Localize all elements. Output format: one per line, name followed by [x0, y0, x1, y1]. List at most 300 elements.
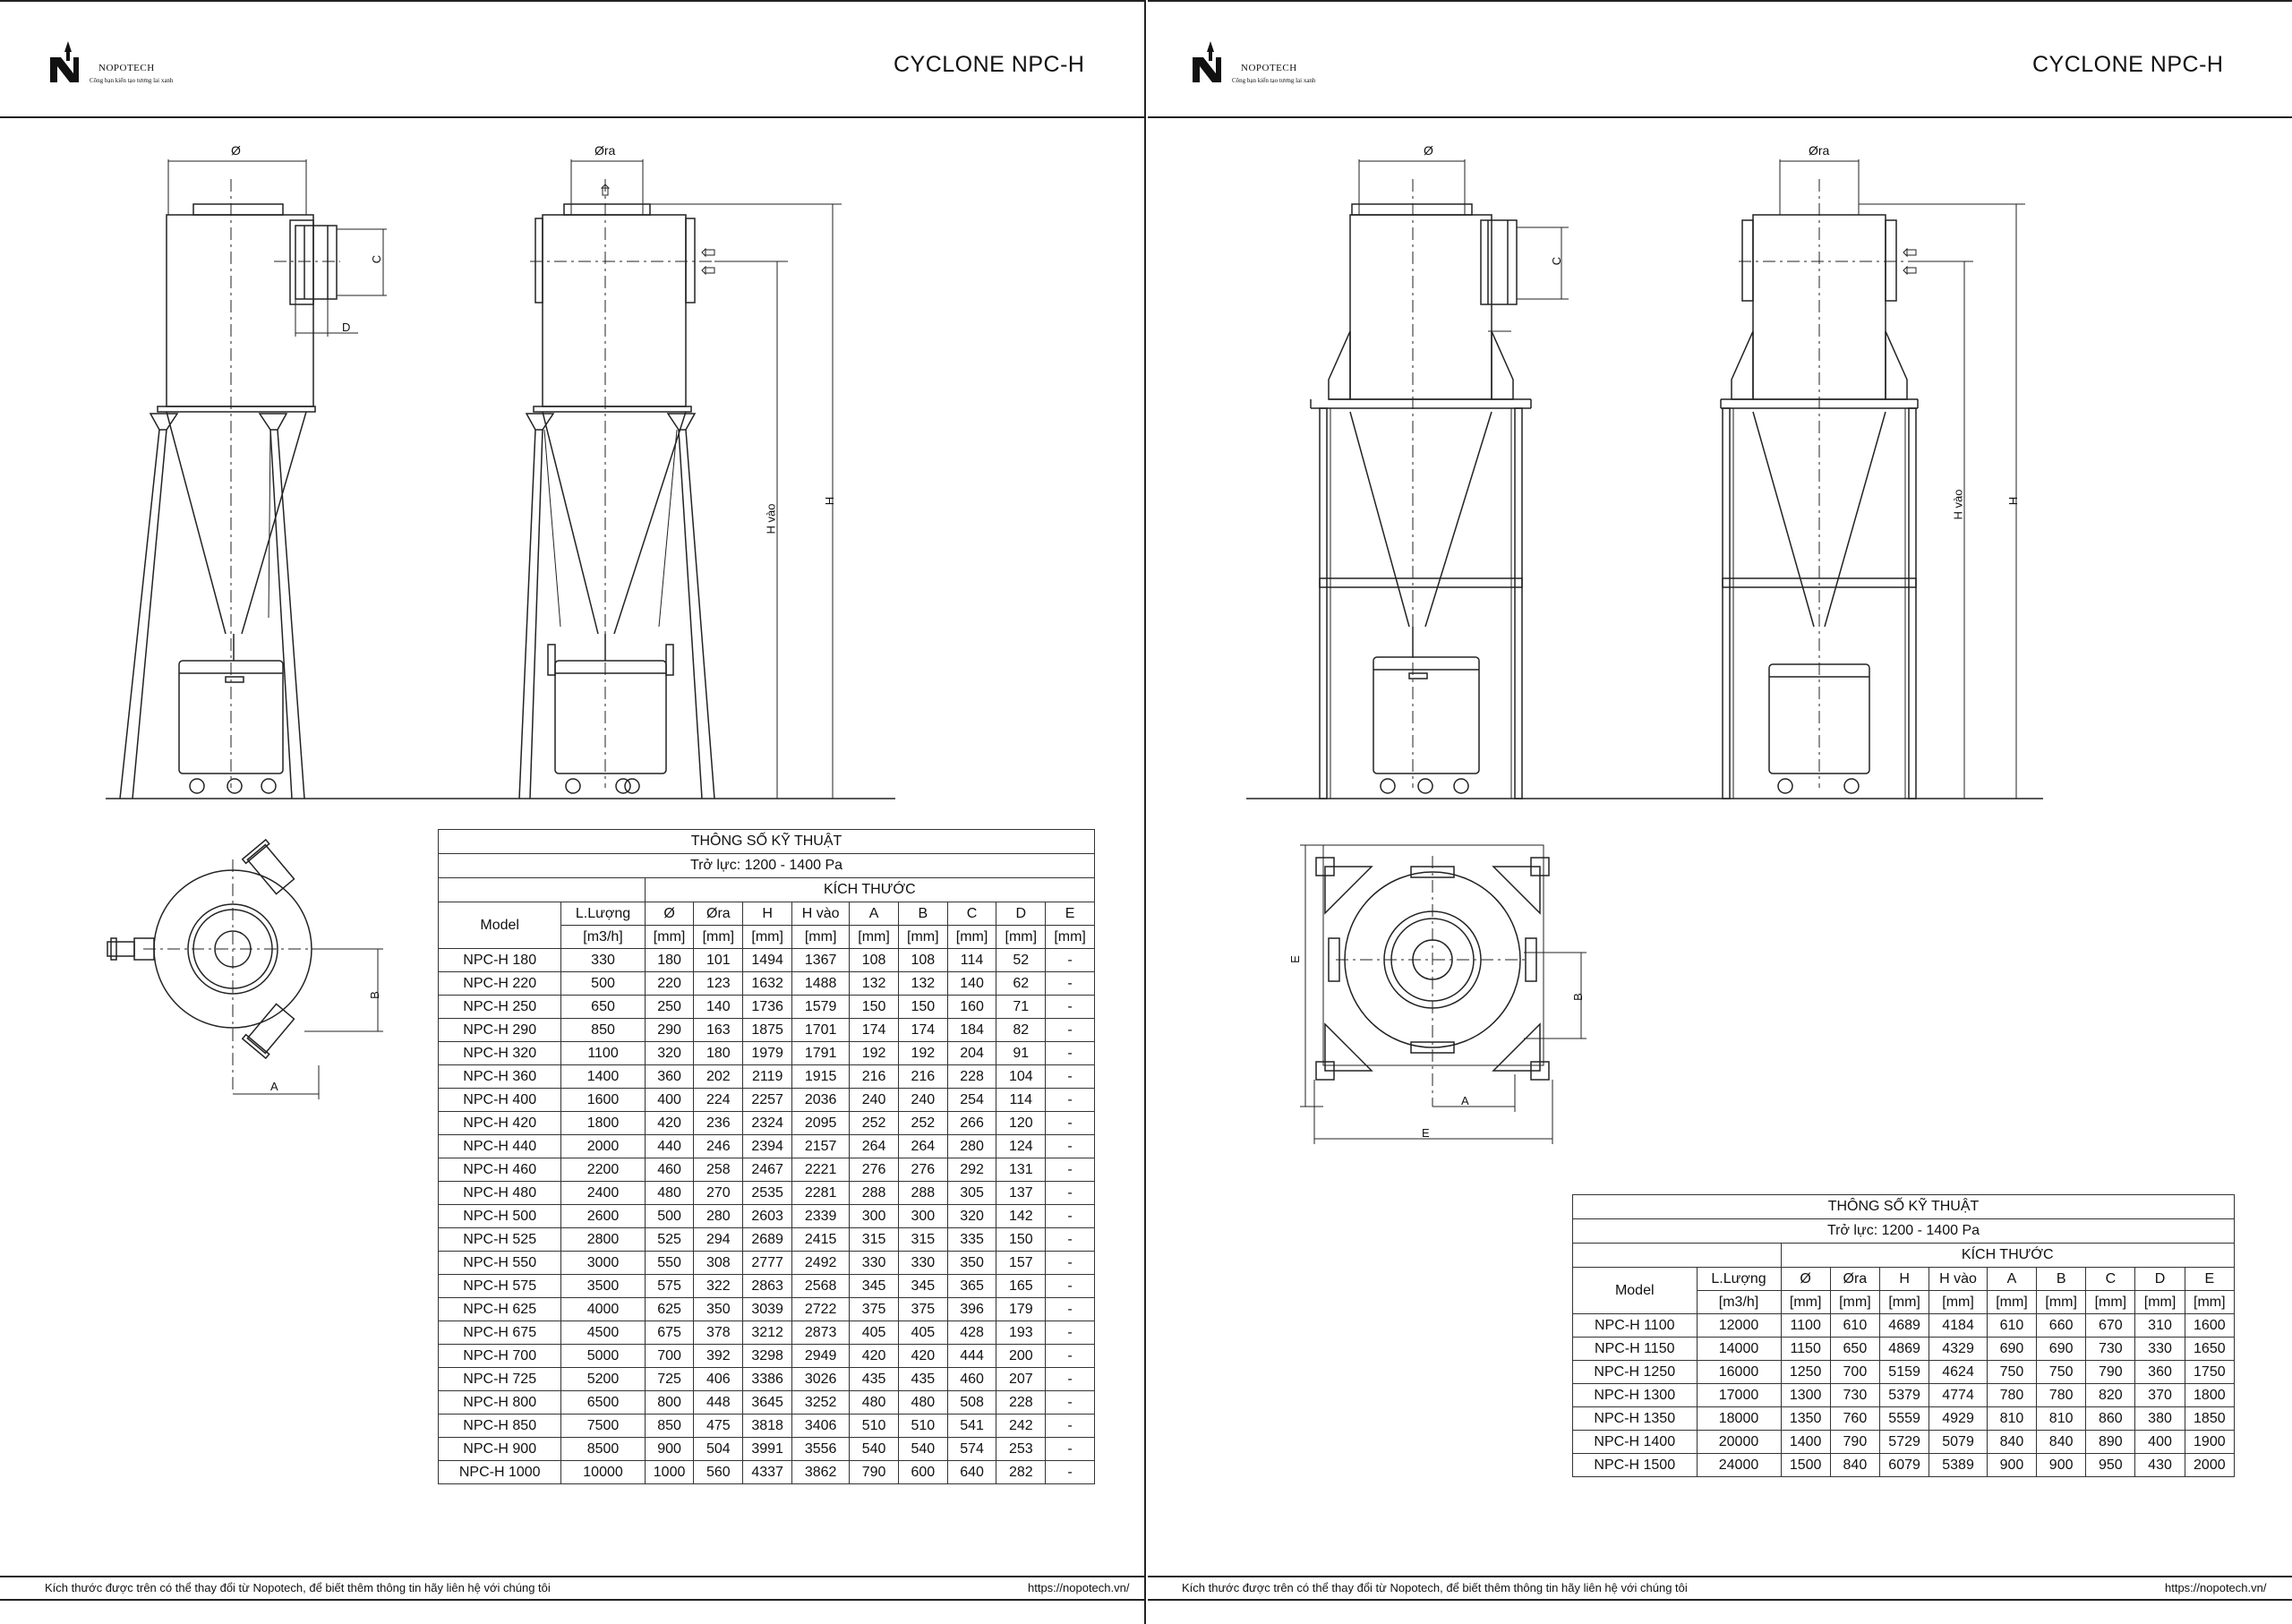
table-cell: 541 [947, 1415, 996, 1438]
table-cell: 504 [694, 1438, 743, 1461]
table-cell: 228 [996, 1391, 1046, 1415]
table-cell: 320 [947, 1205, 996, 1228]
table-cell: 132 [850, 972, 899, 996]
table-cell-model: NPC-H 320 [439, 1042, 561, 1065]
table-cell: 252 [898, 1112, 947, 1135]
table-row [439, 1019, 1095, 1042]
table-cell-model: NPC-H 440 [439, 1135, 561, 1158]
table-cell: 12000 [1697, 1314, 1781, 1338]
table-unit-cell: [m3/h] [561, 926, 645, 949]
table-group-header: KÍCH THƯỚC [1781, 1244, 2234, 1268]
table-cell: 220 [645, 972, 694, 996]
table-cell: 2949 [792, 1345, 850, 1368]
table-cell: 174 [850, 1019, 899, 1042]
footer-url[interactable]: https://nopotech.vn/ [2165, 1581, 2267, 1594]
table-cell: 192 [850, 1042, 899, 1065]
table-header-cell: D [2135, 1268, 2185, 1291]
table-row [439, 949, 1095, 972]
table-cell: 91 [996, 1042, 1046, 1065]
table-cell-model: NPC-H 525 [439, 1228, 561, 1252]
table-cell: 860 [2086, 1407, 2135, 1431]
table-header-cell: A [850, 902, 899, 926]
table-cell: 290 [645, 1019, 694, 1042]
table-unit-cell: [mm] [1046, 926, 1095, 949]
document-title: CYCLONE NPC-H [894, 52, 1085, 77]
table-cell: 500 [645, 1205, 694, 1228]
table-cell: 2722 [792, 1298, 850, 1321]
table-header-cell: H [743, 902, 792, 926]
table-unit-cell: [mm] [1781, 1291, 1830, 1314]
label-diameter: Ø [1424, 143, 1433, 158]
table-cell: 150 [996, 1228, 1046, 1252]
table-unit-cell: [mm] [2185, 1291, 2234, 1314]
table-cell: 114 [947, 949, 996, 972]
table-cell: 202 [694, 1065, 743, 1089]
spec-table-body [1573, 1195, 2235, 1477]
table-cell: 1791 [792, 1042, 850, 1065]
table-cell: 5379 [1879, 1384, 1929, 1407]
table-cell: 800 [645, 1391, 694, 1415]
table-cell: 2339 [792, 1205, 850, 1228]
table-row [439, 1275, 1095, 1298]
table-cell: 610 [1987, 1314, 2036, 1338]
table-cell: 123 [694, 972, 743, 996]
table-cell: - [1046, 1205, 1095, 1228]
table-cell: - [1046, 1252, 1095, 1275]
table-cell: 242 [996, 1415, 1046, 1438]
table-blank [439, 878, 646, 902]
table-cell: 2324 [743, 1112, 792, 1135]
label-e-vertical: E [1287, 955, 1302, 963]
table-cell: 2257 [743, 1089, 792, 1112]
table-cell: 207 [996, 1368, 1046, 1391]
table-cell: 252 [850, 1112, 899, 1135]
table-cell-model: NPC-H 675 [439, 1321, 561, 1345]
top-view [1300, 845, 1586, 1144]
table-cell: 1915 [792, 1065, 850, 1089]
table-cell: 440 [645, 1135, 694, 1158]
table-cell: 1800 [2185, 1384, 2234, 1407]
table-cell: 430 [2135, 1454, 2185, 1477]
table-header-cell: H vào [792, 902, 850, 926]
table-cell-model: NPC-H 900 [439, 1438, 561, 1461]
table-cell-model: NPC-H 180 [439, 949, 561, 972]
table-cell: 1250 [1781, 1361, 1830, 1384]
table-cell: 600 [898, 1461, 947, 1484]
table-cell: 1367 [792, 949, 850, 972]
table-cell: 1632 [743, 972, 792, 996]
table-cell-model: NPC-H 1300 [1573, 1384, 1698, 1407]
table-cell: 790 [1830, 1431, 1879, 1454]
table-unit-cell: [mm] [792, 926, 850, 949]
table-cell: 142 [996, 1205, 1046, 1228]
table-cell: 760 [1830, 1407, 1879, 1431]
table-unit-cell: [mm] [1830, 1291, 1879, 1314]
table-cell: 264 [898, 1135, 947, 1158]
table-unit-cell: [mm] [2037, 1291, 2086, 1314]
table-cell: 375 [850, 1298, 899, 1321]
table-cell: 280 [694, 1205, 743, 1228]
table-cell: 150 [850, 996, 899, 1019]
table-cell: 330 [898, 1252, 947, 1275]
table-cell: 4329 [1929, 1338, 1988, 1361]
table-cell: 180 [645, 949, 694, 972]
table-row [439, 1415, 1095, 1438]
table-cell-model: NPC-H 625 [439, 1298, 561, 1321]
table-cell: 1600 [561, 1089, 645, 1112]
table-cell: 7500 [561, 1415, 645, 1438]
table-row [439, 1065, 1095, 1089]
table-row [1573, 1338, 2235, 1361]
table-cell: 165 [996, 1275, 1046, 1298]
table-cell: 276 [898, 1158, 947, 1182]
table-unit-cell: [mm] [2135, 1291, 2185, 1314]
table-cell: 5200 [561, 1368, 645, 1391]
table-cell: 3991 [743, 1438, 792, 1461]
table-cell: 400 [645, 1089, 694, 1112]
table-cell: 3386 [743, 1368, 792, 1391]
label-b: B [1570, 993, 1585, 1001]
logo-brand: NOPOTECH [1241, 63, 1297, 73]
table-cell: 840 [1987, 1431, 2036, 1454]
table-cell: 2600 [561, 1205, 645, 1228]
table-cell: 1350 [1781, 1407, 1830, 1431]
table-cell: 1736 [743, 996, 792, 1019]
table-cell: 5079 [1929, 1431, 1988, 1454]
logo-slogan: Công bạn kiến tạo tương lai xanh [1232, 77, 1316, 84]
table-cell: 3645 [743, 1391, 792, 1415]
table-cell: 780 [2037, 1384, 2086, 1407]
logo-brand: NOPOTECH [98, 63, 155, 73]
table-cell: 292 [947, 1158, 996, 1182]
table-cell: - [1046, 1019, 1095, 1042]
table-cell: 2221 [792, 1158, 850, 1182]
table-cell: 2000 [561, 1135, 645, 1158]
table-cell: 365 [947, 1275, 996, 1298]
table-cell: 5389 [1929, 1454, 1988, 1477]
table-cell: 2200 [561, 1158, 645, 1182]
table-cell: 5000 [561, 1345, 645, 1368]
table-cell: 62 [996, 972, 1046, 996]
footer-note: Kích thước được trên có thể thay đổi từ Nopotech, để biết thêm thông tin hãy liên hệ với chúng tôi [45, 1581, 551, 1594]
table-header-cell: H vào [1929, 1268, 1988, 1291]
table-cell: 3406 [792, 1415, 850, 1438]
table-cell: 108 [850, 949, 899, 972]
table-cell: 378 [694, 1321, 743, 1345]
table-cell: 1150 [1781, 1338, 1830, 1361]
label-h-inlet: H vào [1951, 489, 1965, 520]
table-cell-model: NPC-H 725 [439, 1368, 561, 1391]
table-cell: 900 [2037, 1454, 2086, 1477]
table-cell: - [1046, 1415, 1095, 1438]
table-cell: 360 [645, 1065, 694, 1089]
table-cell: 200 [996, 1345, 1046, 1368]
table-cell: 2777 [743, 1252, 792, 1275]
table-cell: 650 [561, 996, 645, 1019]
table-cell: 840 [2037, 1431, 2086, 1454]
table-cell: 640 [947, 1461, 996, 1484]
table-cell-model: NPC-H 500 [439, 1205, 561, 1228]
footer-note: Kích thước được trên có thể thay đổi từ Nopotech, để biết thêm thông tin hãy liên hệ với chúng tôi [1182, 1581, 1688, 1594]
table-row [439, 1205, 1095, 1228]
table-cell: 8500 [561, 1438, 645, 1461]
table-cell: 370 [2135, 1384, 2185, 1407]
table-cell: 1488 [792, 972, 850, 996]
table-cell: 2095 [792, 1112, 850, 1135]
table-cell: 730 [1830, 1384, 1879, 1407]
table-header-cell: C [947, 902, 996, 926]
table-cell: 575 [645, 1275, 694, 1298]
table-header-model: Model [439, 902, 561, 949]
table-cell: 460 [645, 1158, 694, 1182]
table-cell: 380 [2135, 1407, 2185, 1431]
table-cell: 650 [1830, 1338, 1879, 1361]
table-cell: 1300 [1781, 1384, 1830, 1407]
table-cell: - [1046, 996, 1095, 1019]
table-cell: 3862 [792, 1461, 850, 1484]
table-cell: 14000 [1697, 1338, 1781, 1361]
table-cell: 305 [947, 1182, 996, 1205]
table-row [439, 1345, 1095, 1368]
table-cell: 396 [947, 1298, 996, 1321]
table-cell: 253 [996, 1438, 1046, 1461]
table-header-cell: C [2086, 1268, 2135, 1291]
table-cell: 1400 [561, 1065, 645, 1089]
table-cell: 1650 [2185, 1338, 2234, 1361]
table-cell-model: NPC-H 1100 [1573, 1314, 1698, 1338]
table-cell: 2157 [792, 1135, 850, 1158]
table-cell: 2281 [792, 1182, 850, 1205]
table-cell: - [1046, 1089, 1095, 1112]
table-cell: 480 [898, 1391, 947, 1415]
table-cell: 258 [694, 1158, 743, 1182]
table-cell: 375 [898, 1298, 947, 1321]
table-cell: - [1046, 1228, 1095, 1252]
table-cell: 2603 [743, 1205, 792, 1228]
table-cell: 1900 [2185, 1431, 2234, 1454]
table-cell-model: NPC-H 360 [439, 1065, 561, 1089]
table-cell: 350 [694, 1298, 743, 1321]
table-cell: 560 [694, 1461, 743, 1484]
table-unit-cell: [mm] [850, 926, 899, 949]
table-cell: 700 [645, 1345, 694, 1368]
table-header-cell: A [1987, 1268, 2036, 1291]
table-cell: 5159 [1879, 1361, 1929, 1384]
table-cell: 2492 [792, 1252, 850, 1275]
table-cell: 330 [2135, 1338, 2185, 1361]
table-cell: 300 [850, 1205, 899, 1228]
table-cell: 448 [694, 1391, 743, 1415]
table-cell: 82 [996, 1019, 1046, 1042]
table-cell: 850 [561, 1019, 645, 1042]
table-cell: 540 [850, 1438, 899, 1461]
table-cell: 2568 [792, 1275, 850, 1298]
table-header-cell: Ø [645, 902, 694, 926]
spec-table [1572, 1194, 2235, 1477]
table-cell: 1494 [743, 949, 792, 972]
table-cell-model: NPC-H 400 [439, 1089, 561, 1112]
table-row [1573, 1361, 2235, 1384]
table-header-cell: D [996, 902, 1046, 926]
table-cell: 4624 [1929, 1361, 1988, 1384]
label-b: B [367, 991, 381, 999]
table-title: THÔNG SỐ KỸ THUẬT [1573, 1195, 2235, 1219]
table-header-cell: H [1879, 1268, 1929, 1291]
table-cell: 4500 [561, 1321, 645, 1345]
table-cell: 184 [947, 1019, 996, 1042]
side-view [1721, 159, 2025, 799]
table-cell: 2689 [743, 1228, 792, 1252]
table-cell: 2535 [743, 1182, 792, 1205]
table-cell: 322 [694, 1275, 743, 1298]
table-unit-cell: [mm] [996, 926, 1046, 949]
table-cell: 725 [645, 1368, 694, 1391]
table-group-header: KÍCH THƯỚC [645, 878, 1094, 902]
table-cell: 405 [850, 1321, 899, 1345]
table-cell: 3000 [561, 1252, 645, 1275]
table-cell: 282 [996, 1461, 1046, 1484]
table-row [439, 1182, 1095, 1205]
table-header-cell: Ø [1781, 1268, 1830, 1291]
table-row [439, 1391, 1095, 1415]
table-cell: 350 [947, 1252, 996, 1275]
table-row [439, 1042, 1095, 1065]
table-header-cell: E [1046, 902, 1095, 926]
table-cell: 690 [2037, 1338, 2086, 1361]
table-cell: 625 [645, 1298, 694, 1321]
label-outlet-diameter: Øra [594, 143, 616, 158]
table-cell: 52 [996, 949, 1046, 972]
spec-table-body [439, 830, 1095, 1484]
table-cell: 10000 [561, 1461, 645, 1484]
table-header-model: Model [1573, 1268, 1698, 1314]
table-unit-cell: [mm] [645, 926, 694, 949]
table-cell: 360 [2135, 1361, 2185, 1384]
table-row [439, 1298, 1095, 1321]
table-cell: 3039 [743, 1298, 792, 1321]
table-cell: 294 [694, 1228, 743, 1252]
table-cell: 140 [694, 996, 743, 1019]
table-cell: 24000 [1697, 1454, 1781, 1477]
table-cell: 2400 [561, 1182, 645, 1205]
table-row [439, 996, 1095, 1019]
label-diameter: Ø [231, 143, 241, 158]
table-cell: 216 [898, 1065, 947, 1089]
table-cell: 101 [694, 949, 743, 972]
table-cell: 131 [996, 1158, 1046, 1182]
table-cell: 690 [1987, 1338, 2036, 1361]
table-cell: - [1046, 1461, 1095, 1484]
table-cell: - [1046, 1438, 1095, 1461]
table-cell-model: NPC-H 460 [439, 1158, 561, 1182]
table-cell: 750 [1987, 1361, 2036, 1384]
table-cell: 288 [850, 1182, 899, 1205]
table-cell: 18000 [1697, 1407, 1781, 1431]
table-cell: 525 [645, 1228, 694, 1252]
table-header-cell: L.Lượng [561, 902, 645, 926]
table-cell-model: NPC-H 1000 [439, 1461, 561, 1484]
table-cell: 810 [1987, 1407, 2036, 1431]
table-cell: - [1046, 1321, 1095, 1345]
table-header-row [1573, 1268, 2235, 1291]
table-cell: 315 [898, 1228, 947, 1252]
label-a: A [270, 1080, 278, 1093]
table-cell: 224 [694, 1089, 743, 1112]
table-cell: 2036 [792, 1089, 850, 1112]
table-cell-model: NPC-H 550 [439, 1252, 561, 1275]
table-cell: 114 [996, 1089, 1046, 1112]
table-cell: - [1046, 1135, 1095, 1158]
table-cell: 2800 [561, 1228, 645, 1252]
table-cell: 4000 [561, 1298, 645, 1321]
label-h: H [823, 496, 837, 506]
table-cell: 2415 [792, 1228, 850, 1252]
table-cell-model: NPC-H 700 [439, 1345, 561, 1368]
table-cell: 1000 [645, 1461, 694, 1484]
table-cell: 406 [694, 1368, 743, 1391]
table-cell: 179 [996, 1298, 1046, 1321]
table-cell: 345 [850, 1275, 899, 1298]
label-d: D [342, 321, 351, 334]
table-cell: 428 [947, 1321, 996, 1345]
table-cell: 610 [1830, 1314, 1879, 1338]
table-cell: 900 [645, 1438, 694, 1461]
table-cell: - [1046, 1112, 1095, 1135]
table-cell: - [1046, 1298, 1095, 1321]
table-row [439, 1368, 1095, 1391]
table-cell-model: NPC-H 1250 [1573, 1361, 1698, 1384]
table-cell: 132 [898, 972, 947, 996]
table-cell: 460 [947, 1368, 996, 1391]
label-h: H [2006, 496, 2021, 506]
table-cell: 820 [2086, 1384, 2135, 1407]
table-cell: 790 [850, 1461, 899, 1484]
table-cell: 345 [898, 1275, 947, 1298]
table-cell: 890 [2086, 1431, 2135, 1454]
table-unit-cell: [m3/h] [1697, 1291, 1781, 1314]
table-cell: 810 [2037, 1407, 2086, 1431]
table-cell: 1100 [561, 1042, 645, 1065]
table-cell-model: NPC-H 290 [439, 1019, 561, 1042]
table-unit-cell: [mm] [694, 926, 743, 949]
table-cell: 840 [1830, 1454, 1879, 1477]
table-cell: 850 [645, 1415, 694, 1438]
table-cell: 420 [898, 1345, 947, 1368]
table-header-cell: E [2185, 1268, 2234, 1291]
table-header-cell: L.Lượng [1697, 1268, 1781, 1291]
table-cell: - [1046, 1368, 1095, 1391]
table-cell: 240 [850, 1089, 899, 1112]
table-cell: 140 [947, 972, 996, 996]
table-cell: 790 [2086, 1361, 2135, 1384]
table-cell: 335 [947, 1228, 996, 1252]
table-cell: 1850 [2185, 1407, 2234, 1431]
table-cell: - [1046, 1391, 1095, 1415]
table-cell: 660 [2037, 1314, 2086, 1338]
table-cell: 280 [947, 1135, 996, 1158]
table-cell: 193 [996, 1321, 1046, 1345]
table-row [439, 1438, 1095, 1461]
table-cell: 550 [645, 1252, 694, 1275]
table-cell: 3212 [743, 1321, 792, 1345]
table-header-cell: Øra [1830, 1268, 1879, 1291]
table-cell-model: NPC-H 480 [439, 1182, 561, 1205]
table-cell: 300 [898, 1205, 947, 1228]
table-cell: 444 [947, 1345, 996, 1368]
footer-url[interactable]: https://nopotech.vn/ [1028, 1581, 1130, 1594]
table-cell: 780 [1987, 1384, 2036, 1407]
table-cell: 2394 [743, 1135, 792, 1158]
